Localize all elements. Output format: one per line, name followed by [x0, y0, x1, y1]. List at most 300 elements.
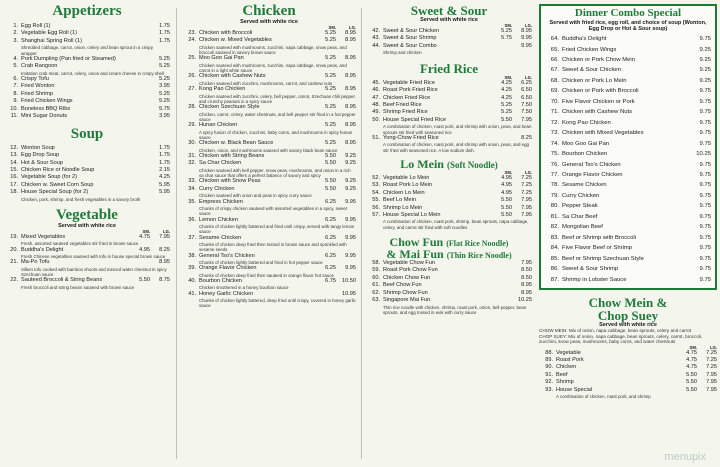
- item-number: 51.: [372, 134, 380, 141]
- watermark: menupix: [664, 451, 706, 463]
- item-number: 4.: [13, 55, 18, 62]
- menu-item: [545, 107, 711, 117]
- lo-mein-size-header: SM. LG.: [504, 169, 532, 175]
- item-name: Chicken with Cashew Nuts: [199, 73, 266, 80]
- item-name: Shrimp Chow Fun: [383, 289, 428, 296]
- item-price-large: 8.25: [521, 134, 532, 141]
- item-number: 49.: [372, 109, 380, 116]
- item-price-small: [130, 259, 150, 266]
- item-price: 1.75: [159, 23, 170, 29]
- item-name: Hot & Sour Soup: [21, 159, 63, 166]
- item-number: 80.: [550, 203, 559, 210]
- item-number: 24.: [188, 37, 196, 44]
- item-description: Silken tofu cooked with bamboo shoots and minced water chestnut in spicy Szechuan sauce: [21, 266, 167, 278]
- menu-item: [366, 190, 532, 197]
- item-name: Chicken w. Mixed Vegetables: [199, 37, 272, 44]
- item-price-small: 5.50: [501, 212, 512, 219]
- item-price-small: 5.50: [139, 277, 150, 284]
- item-description: Chunks of crispy chicken sauteed with assorted vegetables in a spicy, sweet sauce: [199, 205, 348, 217]
- menu-item: [366, 267, 532, 274]
- column-3: [366, 4, 532, 315]
- item-price-large: 7.25: [521, 174, 532, 181]
- menu-item: [545, 243, 711, 253]
- menu-item: [545, 55, 711, 65]
- item-number: 21.: [10, 259, 18, 266]
- item-price-large: 9.25: [345, 152, 356, 159]
- item-description: Fresh Chinese vegetables sauteed with tofu in house special brown sauce: [21, 254, 166, 260]
- menu-item: [4, 277, 170, 284]
- item-price-small: 5.50: [501, 116, 512, 123]
- item-price-large: 8.95: [345, 37, 356, 44]
- menu-item: [366, 28, 532, 35]
- combo-list: [545, 34, 711, 285]
- item-number: 75.: [550, 151, 559, 158]
- item-number: 65.: [550, 46, 559, 53]
- menu-item: [4, 145, 170, 152]
- menu-item: [545, 86, 711, 96]
- menu-item: [545, 212, 711, 222]
- menu-item: [366, 197, 532, 204]
- item-number: 6.: [13, 76, 18, 83]
- item-name: Kong Pao Chicken: [562, 119, 611, 126]
- item-number: 54.: [372, 189, 380, 196]
- menu-item: [4, 106, 170, 113]
- item-number: 5.: [13, 63, 18, 70]
- item-name: Mongolian Beef: [562, 224, 603, 231]
- item-number: 25.: [188, 55, 196, 62]
- item-number: 18.: [10, 189, 18, 196]
- item-price-small: 4.95: [501, 174, 512, 181]
- item-price-large: 9.95: [521, 42, 532, 49]
- menu-item: [366, 175, 532, 182]
- item-name: Orange Flavor Chicken: [562, 171, 623, 178]
- item-name: Moo Goo Gai Pan: [199, 55, 244, 62]
- item-number: 62.: [372, 289, 380, 296]
- item-price-small: 4.95: [501, 189, 512, 196]
- item-number: 34.: [188, 185, 196, 192]
- item-number: 31.: [188, 152, 196, 159]
- item-description: A spicy fusion of chicken, zucchini, baby corns, and mushrooms in spicy hunan sauce: [199, 129, 353, 140]
- menu-item: [545, 118, 711, 128]
- item-price-large: 7.25: [706, 364, 717, 371]
- menu-item: [539, 350, 717, 357]
- dinner-combo-box: [539, 4, 717, 290]
- item-description: Chunks of chicken lightly battered and fried until crispy, served with tangy lemon sauce: [199, 223, 355, 235]
- chop-suey-title: Chop Suey: [597, 308, 659, 323]
- item-price: 9.25: [699, 46, 711, 53]
- menu-item: [182, 37, 356, 44]
- appetizers-title: Appetizers: [52, 3, 122, 19]
- item-price: 5.75: [159, 105, 170, 112]
- item-price-small: 4.75: [686, 364, 697, 371]
- menu-item: [4, 247, 170, 254]
- mai-fun-title: & Mai Fun (Thin Rice Noodle): [386, 247, 512, 262]
- item-price: 9.25: [699, 57, 711, 63]
- menu-item: [545, 76, 711, 86]
- menu-item: [366, 117, 532, 124]
- item-name: Orange Flavor Chicken: [199, 265, 257, 272]
- item-name: Beef Fried Rice: [383, 101, 422, 108]
- menu-item: [539, 357, 717, 364]
- item-name: Beef: [556, 371, 568, 378]
- menu-item: [545, 45, 711, 55]
- item-number: 58.: [372, 260, 380, 267]
- item-name: Mini Sugar Donuts: [21, 113, 68, 120]
- item-description: A combination of chicken, roast pork, and shrimp with onion, peas, and bean sprouts stir fried with seasoned rice: [383, 124, 532, 135]
- menu-item: [545, 139, 711, 149]
- item-description: Chicken, carrot, celery, water chestnuts, and bell pepper stir fried in a hot pepper sauce: [199, 111, 356, 122]
- item-description: Chicken sauteed with mushrooms, zucchini, napa cabbage, snow peas, and broccoli sauteed in savory brown sauce: [199, 44, 347, 56]
- item-number: 91.: [545, 371, 553, 378]
- menu-item: [182, 291, 356, 298]
- sweet-sour-subtitle: Served with white rice: [420, 17, 478, 23]
- item-price: 4.25: [159, 174, 170, 181]
- item-price: 9.75: [699, 140, 711, 147]
- item-price-large: 7.25: [521, 182, 532, 189]
- item-price-small: 4.75: [686, 349, 697, 356]
- item-price-large: 8.95: [345, 73, 356, 80]
- item-name: House Special Fried Rice: [383, 116, 447, 123]
- item-number: 2.: [13, 30, 18, 37]
- item-price: 9.75: [699, 161, 711, 168]
- item-price-large: 7.50: [521, 101, 532, 108]
- chop-suey-note: CHOP SUEY: Mix of onion, napa cabbage, bean sprouts, celery, carrot, broccoli, zucchini, snow peas, mushrooms, baby corns, and water chestnuts: [539, 333, 703, 345]
- menu-item: [545, 222, 711, 232]
- item-price-large: 7.25: [706, 349, 717, 356]
- item-name: Chicken Chow Fun: [383, 274, 431, 281]
- item-price: 9.75: [699, 245, 711, 252]
- menu-item: [366, 95, 532, 102]
- fried-rice-list: [366, 80, 532, 153]
- item-number: 46.: [372, 87, 380, 94]
- menu-item: [366, 290, 532, 297]
- item-price-small: 5.25: [325, 30, 336, 37]
- item-price: 9.75: [699, 88, 711, 95]
- item-number: 85.: [550, 255, 559, 262]
- item-name: Shrimp Fried Rice: [383, 109, 428, 116]
- menu-item: [182, 30, 356, 37]
- item-number: 56.: [372, 204, 380, 211]
- chow-mein-section: [539, 296, 717, 399]
- menu-item: [366, 109, 532, 116]
- menu-item: [4, 167, 170, 174]
- item-number: 3.: [13, 37, 18, 44]
- item-name: Chicken Szechuan Style: [199, 104, 260, 111]
- item-price-large: 9.95: [345, 252, 356, 259]
- item-name: Vegetable Soup (for 2): [21, 174, 77, 181]
- item-name: Chicken with Snow Peas: [199, 178, 261, 185]
- menu-item: [539, 372, 717, 379]
- item-description: Chicken smothered in a honey bourbon sauce: [199, 285, 289, 291]
- item-number: 1.: [13, 23, 18, 29]
- item-number: 14.: [10, 159, 18, 166]
- item-price-large: 8.95: [345, 140, 356, 147]
- menu-item: [4, 182, 170, 189]
- item-description: Chunks of chicken deep fried then sauteed in orange flavor hot sauce: [199, 272, 334, 278]
- menu-item: [4, 113, 170, 120]
- item-number: 68.: [550, 77, 559, 84]
- item-name: Vegetable Fried Rice: [383, 79, 435, 86]
- item-name: Chicken Fried Rice: [383, 94, 431, 101]
- item-number: 8.: [13, 90, 18, 97]
- item-number: 48.: [372, 101, 380, 108]
- item-price-small: 5.25: [501, 28, 512, 35]
- item-price-small: 5.25: [325, 104, 336, 111]
- item-number: 81.: [550, 213, 559, 220]
- menu-item: [182, 253, 356, 260]
- item-price-large: 7.95: [706, 379, 717, 386]
- item-number: 92.: [545, 379, 553, 386]
- item-price-small: 5.50: [501, 197, 512, 204]
- menu-item: [545, 191, 711, 201]
- item-number: 37.: [188, 234, 196, 241]
- item-name: Vegetable: [556, 349, 581, 356]
- item-description: A combination of chicken, roast pork, and shrimp: [556, 394, 651, 400]
- item-description: Imitation crab meat, carrot, celery, onion and cream cheese in crispy shell: [21, 70, 164, 76]
- menu-item: [4, 160, 170, 167]
- item-number: 64.: [550, 36, 559, 43]
- item-price: 5.25: [159, 76, 170, 83]
- item-name: Shrimp: [556, 379, 574, 386]
- item-name: Fried Shrimp: [21, 90, 54, 97]
- menu-item: [545, 170, 711, 180]
- item-number: 83.: [550, 234, 559, 241]
- item-number: 93.: [545, 386, 553, 393]
- item-name: Bourbon Chicken: [199, 277, 242, 284]
- item-name: Buddha's Delight: [21, 246, 64, 253]
- item-name: Ma-Po Tofu: [21, 259, 50, 266]
- item-name: Boneless BBQ Ribs: [21, 105, 71, 112]
- item-description: Chicken, pork, shrimp, and fresh vegetables in a savory broth: [21, 196, 141, 202]
- combo-subtitle: Served with fried rice, egg roll, and choice of soup (Wonton, Egg Drop or Hot & Sour soup): [549, 20, 707, 33]
- item-name: Moo Goo Gai Pan: [562, 140, 610, 147]
- item-price: 1.75: [159, 152, 170, 159]
- item-name: Sa Char Beef: [562, 213, 598, 220]
- item-price-small: [316, 291, 336, 298]
- item-price: 5.25: [159, 55, 170, 62]
- item-price-large: 7.95: [521, 116, 532, 123]
- item-name: Chicken with String Beans: [199, 152, 265, 159]
- item-price-large: 9.95: [345, 216, 356, 223]
- item-price-large: 7.95: [521, 204, 532, 211]
- item-name: Pork Dumpling (Pan fried or Steamed): [21, 55, 116, 62]
- divider: [176, 8, 177, 459]
- menu-item: [366, 135, 532, 142]
- item-name: General Tso's Chicken: [199, 252, 255, 259]
- item-price-large: 7.95: [159, 234, 170, 241]
- menu-item: [4, 56, 170, 63]
- menu-item: [366, 35, 532, 42]
- item-description: Shrimp and chicken: [383, 50, 422, 56]
- item-price-large: 9.95: [345, 234, 356, 241]
- item-price-large: 8.95: [345, 86, 356, 93]
- menu-item: [545, 97, 711, 107]
- menu-item: [545, 128, 711, 138]
- column-2: [182, 4, 356, 309]
- item-price: 3.95: [159, 113, 170, 120]
- item-number: 40.: [188, 277, 196, 284]
- item-description: Chunks of chicken lightly battered and fried in hot pepper sauce: [199, 259, 323, 265]
- menu-item: [545, 180, 711, 190]
- menu-item: [366, 80, 532, 87]
- menu-item: [4, 83, 170, 90]
- item-price-large: 8.75: [159, 277, 170, 284]
- item-name: Chicken or Pork Lo Mein: [562, 77, 627, 84]
- item-number: 28.: [188, 104, 196, 111]
- chow-mein-title: Chow Mein &: [588, 295, 668, 310]
- chow-mein-size-header: SM. LG.: [689, 344, 717, 350]
- menu-item: [366, 87, 532, 94]
- menu-item: [182, 235, 356, 242]
- item-name: General Tso's Chicken: [562, 161, 621, 168]
- lo-mein-title: Lo Mein (Soft Noodle): [400, 156, 498, 171]
- item-price: 1.75: [159, 144, 170, 151]
- item-name: Sweet & Sour Shrimp: [383, 35, 437, 42]
- item-number: 71.: [550, 109, 559, 116]
- item-number: 52.: [372, 174, 380, 181]
- menu-item: [366, 297, 532, 304]
- item-number: 11.: [10, 113, 18, 120]
- item-description: Chicken, onion, and mushrooms sauteed with savory black bean sauce: [199, 147, 338, 153]
- item-number: 23.: [188, 30, 196, 37]
- item-price-large: 9.95: [521, 35, 532, 42]
- item-number: 17.: [10, 181, 18, 188]
- menu-item: [4, 152, 170, 159]
- item-price-small: 5.50: [686, 371, 697, 378]
- menu-item: [4, 23, 170, 30]
- item-number: 70.: [550, 98, 559, 105]
- item-description: Chunks of chicken lightly battered, deep fried until crispy, covered in honey garlic sauce: [199, 298, 356, 309]
- item-name: Yong-Chow Fried Rice: [383, 134, 439, 141]
- item-number: 87.: [550, 276, 559, 283]
- item-price: 9.75: [699, 109, 711, 116]
- item-number: 42.: [372, 28, 380, 35]
- item-price-small: 6.25: [325, 198, 336, 205]
- item-price-small: 5.50: [325, 178, 336, 185]
- item-name: Bourbon Chicken: [562, 151, 608, 158]
- item-price-small: 5.25: [501, 109, 512, 116]
- item-price-small: 5.25: [325, 73, 336, 80]
- divider: [361, 8, 362, 459]
- item-price: 9.25: [699, 67, 711, 74]
- vegetable-list: [4, 234, 170, 290]
- item-number: 73.: [550, 130, 559, 137]
- item-price-large: 10.50: [342, 277, 356, 284]
- menu-item: [545, 264, 711, 274]
- item-name: Mixed Vegetables: [21, 234, 66, 241]
- item-price: 8.95: [521, 289, 532, 296]
- item-number: 32.: [188, 160, 196, 167]
- chicken-size-header: SM. LG.: [328, 25, 356, 31]
- item-description: A combination of chicken, roast pork, shrimp, bean sprouts, napa cabbage, celery, and carrot stir fried with soft noodles: [383, 219, 529, 230]
- item-price-large: 6.50: [521, 87, 532, 94]
- item-price-small: 4.25: [501, 79, 512, 86]
- item-name: Fried Chicken Wings: [21, 98, 73, 105]
- item-number: 86.: [550, 266, 559, 273]
- item-price: 9.75: [699, 130, 711, 137]
- item-name: Chicken or Pork Chow Mein: [562, 57, 636, 63]
- item-price-large: 6.25: [521, 79, 532, 86]
- item-name: Five Flavor Beef or Shrimp: [562, 245, 633, 252]
- item-number: 69.: [550, 88, 559, 95]
- menu-item: [4, 259, 170, 266]
- item-number: 76.: [550, 161, 559, 168]
- item-number: 59.: [372, 267, 380, 274]
- menu-item: [182, 178, 356, 185]
- menu-item: [4, 30, 170, 37]
- item-number: 7.: [13, 83, 18, 90]
- item-name: Empress Chicken: [199, 198, 243, 205]
- item-name: Egg Roll (1): [21, 23, 51, 29]
- item-name: Roast Pork: [556, 356, 584, 363]
- item-price: 5.25: [159, 90, 170, 97]
- item-price-small: 5.25: [325, 37, 336, 44]
- item-price-small: 5.50: [325, 152, 336, 159]
- item-number: 55.: [372, 197, 380, 204]
- item-name: Chicken Rice or Noodle Soup: [21, 166, 95, 173]
- item-name: Sweet & Sour Chicken: [562, 67, 621, 74]
- item-number: 72.: [550, 119, 559, 126]
- menu-item: [545, 254, 711, 264]
- item-price: 2.15: [159, 166, 170, 173]
- item-number: 61.: [372, 282, 380, 289]
- item-number: 19.: [10, 234, 18, 241]
- item-name: Buddha's Delight: [562, 36, 607, 43]
- item-name: Vegetable Lo Mein: [383, 174, 430, 181]
- item-name: Curry Chicken: [562, 192, 600, 199]
- item-price: 9.75: [699, 171, 711, 178]
- item-price-large: 9.25: [345, 185, 356, 192]
- item-number: 36.: [188, 216, 196, 223]
- chow-fun-title: Chow Fun (Flat Rice Noodle): [389, 235, 509, 250]
- item-name: Honey Garlic Chicken: [199, 290, 254, 297]
- item-price: 9.75: [699, 276, 711, 283]
- item-price-large: 7.95: [521, 212, 532, 219]
- item-description: Chicken sauteed with zucchini, mushrooms, carrot, and cashew nuts: [199, 80, 333, 86]
- item-price-small: 4.75: [686, 356, 697, 363]
- item-price-large: 8.95: [521, 28, 532, 35]
- item-price: 9.75: [699, 213, 711, 220]
- item-price-small: 5.50: [325, 185, 336, 192]
- item-number: 41.: [188, 290, 196, 297]
- item-number: 15.: [10, 166, 18, 173]
- item-number: 50.: [372, 116, 380, 123]
- item-name: Fried Wonton: [21, 83, 55, 90]
- menu-item: [182, 86, 356, 93]
- item-number: 35.: [188, 198, 196, 205]
- menu-item: [539, 379, 717, 386]
- item-price-small: 5.50: [686, 386, 697, 393]
- item-price-large: 7.95: [706, 371, 717, 378]
- item-name: Lemon Chicken: [199, 216, 238, 223]
- item-number: 88.: [545, 349, 553, 356]
- item-number: 26.: [188, 73, 196, 80]
- item-name: Sweet & Sour Chicken: [383, 28, 439, 35]
- item-price: 5.95: [159, 189, 170, 196]
- item-price: 10.25: [696, 151, 711, 158]
- item-name: Vegetable Egg Roll (1): [21, 30, 77, 37]
- item-price-small: 4.95: [139, 246, 150, 253]
- item-number: 38.: [188, 252, 196, 259]
- item-price-small: 4.25: [501, 87, 512, 94]
- menu-item: [182, 122, 356, 129]
- menu-item: [545, 160, 711, 170]
- menu-item: [4, 234, 170, 241]
- item-name: Sweet & Sour Combo: [383, 42, 437, 49]
- item-number: 13.: [10, 152, 18, 159]
- item-name: Beef or Shrimp with Broccoli: [562, 234, 636, 241]
- item-number: 60.: [372, 274, 380, 281]
